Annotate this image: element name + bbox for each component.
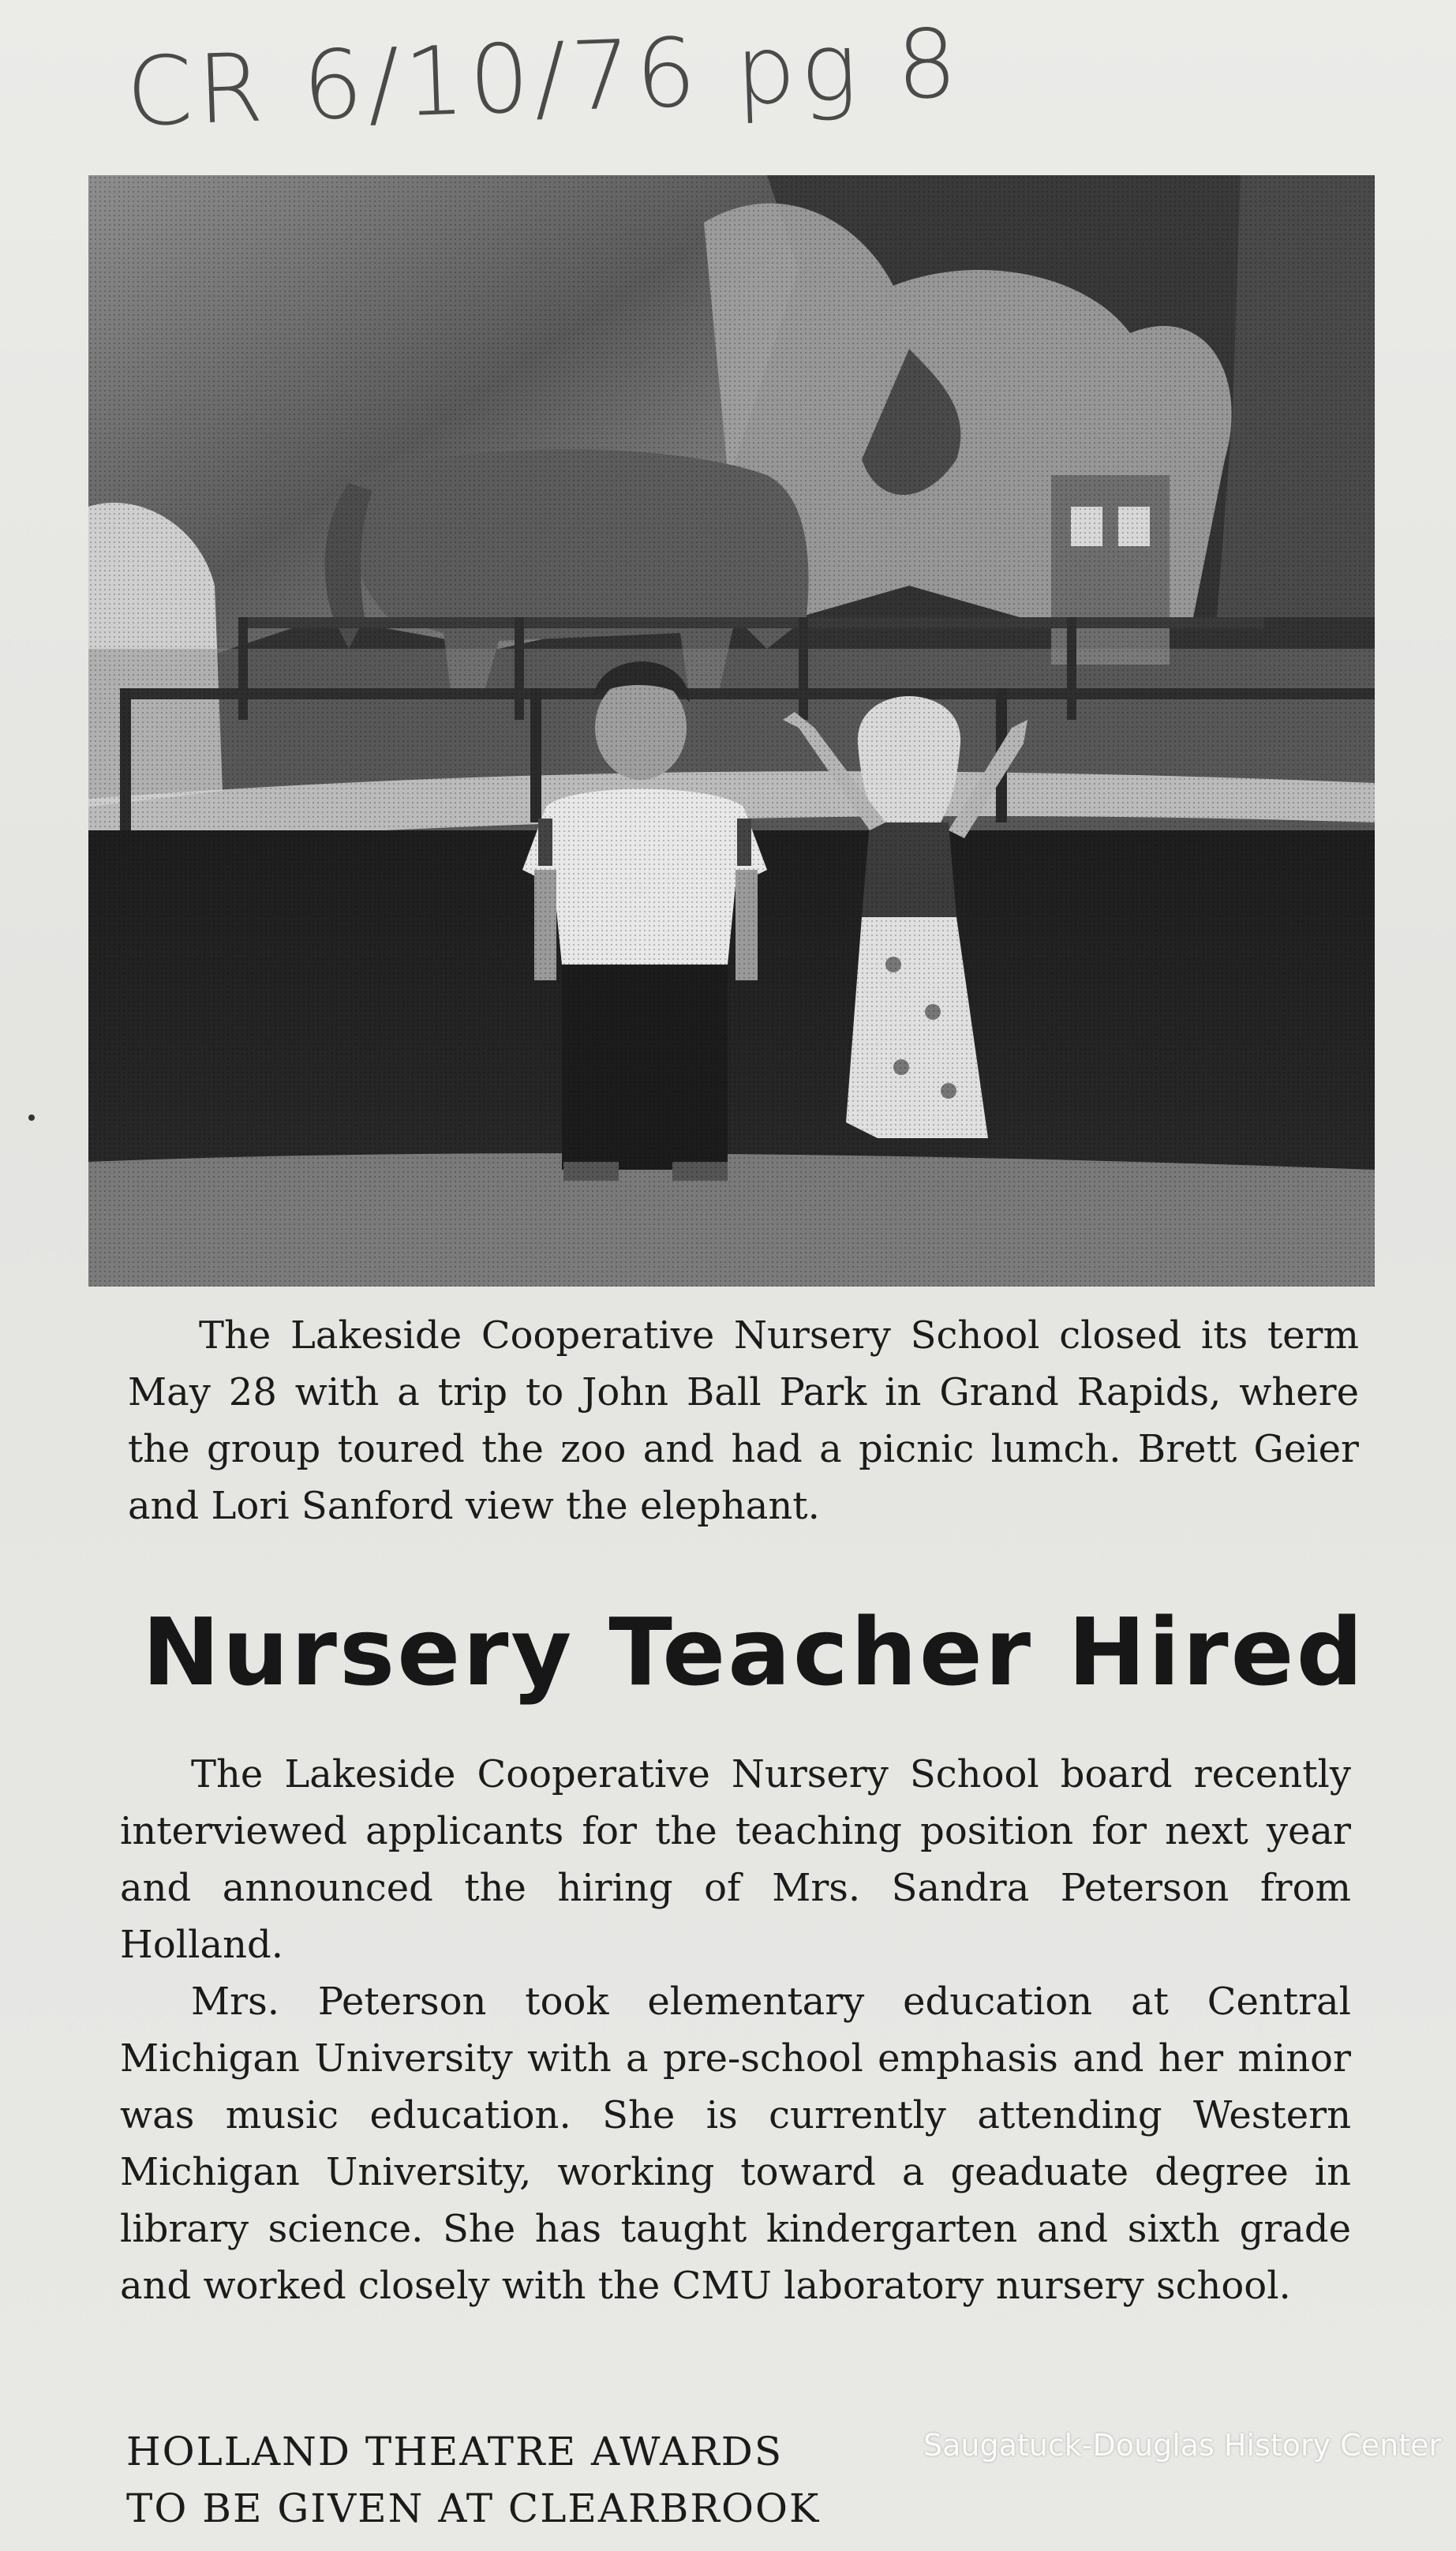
article-body <box>120 1746 1351 2314</box>
subhead-line-1: HOLLAND THEATRE AWARDS <box>126 2429 784 2474</box>
photo-caption: The Lakeside Cooperative Nursery School closed its term May 28 with a trip to John Ball Park in Grand Rapids, where the group toured the zoo and had a picnic lumch. Brett Geier and Lori Sanford view the elephant. <box>128 1313 1359 1528</box>
next-article-subhead <box>126 2423 820 2537</box>
article-paragraph: The Lakeside Cooperative Nursery School board recently interviewed applicants for the teaching position for next year and announced the hiring of Mrs. Sandra Peterson from Holland. <box>120 1752 1351 1967</box>
subhead-line-2: TO BE GIVEN AT CLEARBROOK <box>126 2485 821 2531</box>
paper-speck <box>28 1114 35 1121</box>
handwritten-date-note: CR 6/10/76 pg 8 <box>124 9 964 148</box>
photo-illustration <box>88 175 1375 1287</box>
article-paragraph: Mrs. Peterson took elementary education at Central Michigan University with a pre-school emphasis and her minor was music education. She is currently attending Western Michigan University, working toward a geaduate degree in library science. She has taught kindergarten and sixth grade and worked closely with the CMU laboratory nursery school. <box>120 1980 1351 2308</box>
article-headline: Nursery Teacher Hired <box>142 1598 1366 1706</box>
archive-watermark: Saugatuck-Douglas History Center <box>923 2428 1442 2463</box>
children-at-zoo-photo <box>88 175 1375 1287</box>
halftone-overlay <box>88 175 1375 1287</box>
